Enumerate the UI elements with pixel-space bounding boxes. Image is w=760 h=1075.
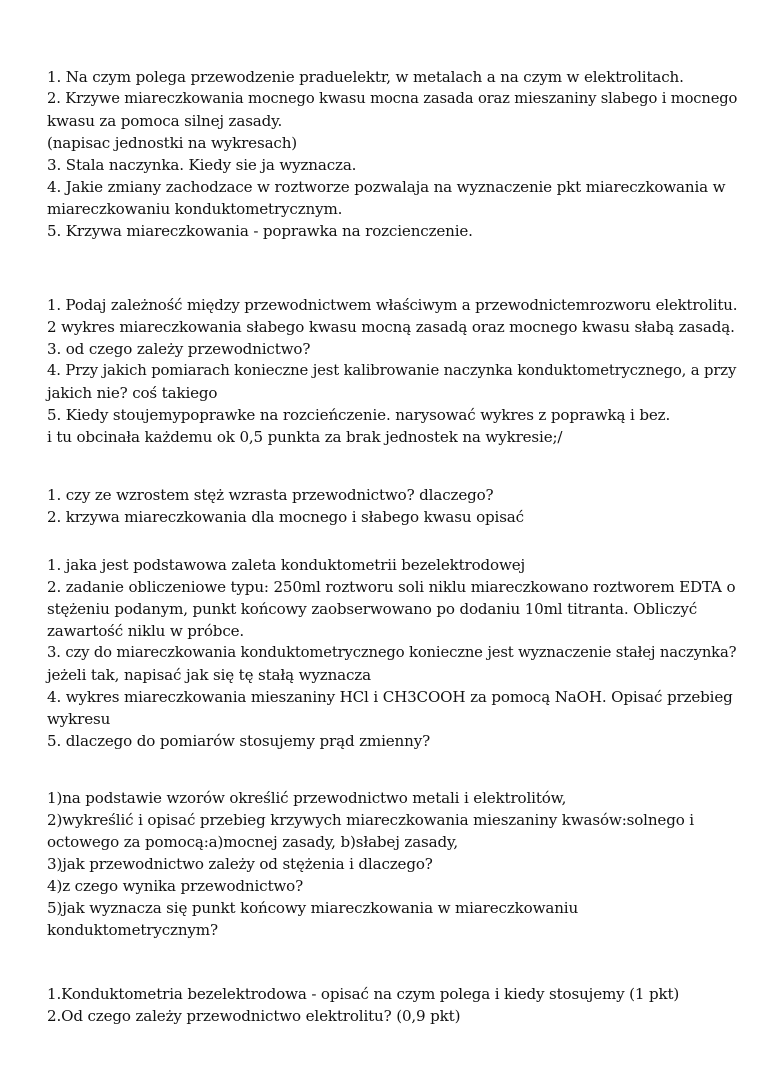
text-line: konduktometrycznym? [47, 921, 218, 939]
text-line: 5. Krzywa miareczkowania - poprawka na rozcienczenie. [47, 222, 473, 240]
text-line: zawartość niklu w próbce. [47, 622, 245, 640]
text-line: 1)na podstawie wzorów określić przewodnictwo metali i elektrolitów, [47, 789, 567, 807]
text-line: kwasu za pomoca silnej zasady. [47, 112, 283, 130]
text-line: 1. Na czym polega przewodzenie praduelektr, w metalach a na czym w elektrolitach. [47, 68, 684, 86]
text-line: 2. krzywa miareczkowania dla mocnego i słabego kwasu opisać [47, 508, 524, 526]
text-line: 4. Przy jakich pomiarach konieczne jest kalibrowanie naczynka konduktometrycznego, a przy [47, 362, 737, 379]
text-line: 3. Stala naczynka. Kiedy sie ja wyznacza. [47, 156, 357, 174]
text-line: 3. czy do miareczkowania konduktometrycznego konieczne jest wyznaczenie stałej naczynka? [47, 644, 737, 661]
question-set-4 [47, 554, 737, 752]
question-set-3 [47, 484, 727, 528]
question-set-2 [47, 294, 738, 448]
text-line: 4. Jakie zmiany zachodzace w roztworze pozwalaja na wyznaczenie pkt miareczkowania w [47, 178, 726, 196]
text-line: stężeniu podanym, punkt końcowy zaobserwowano po dodaniu 10ml titranta. Obliczyć [47, 600, 698, 618]
text-line: 2 wykres miareczkowania słabego kwasu mocną zasadą oraz mocnego kwasu słabą zasadą. [47, 318, 735, 336]
text-line: octowego za pomocą:a)mocnej zasady, b)słabej zasady, [47, 833, 459, 851]
text-line: 2)wykreślić i opisać przebieg krzywych miareczkowania mieszaniny kwasów:solnego i [47, 811, 694, 829]
text-line: miareczkowaniu konduktometrycznym. [47, 200, 343, 218]
text-line: jeżeli tak, napisać jak się tę stałą wyznacza [47, 666, 371, 684]
text-line: 2. Krzywe miareczkowania mocnego kwasu mocna zasada oraz mieszaniny slabego i mocnego [47, 90, 738, 107]
text-line: 2.Od czego zależy przewodnictwo elektrolitu? (0,9 pkt) [47, 1007, 461, 1025]
text-line: 3)jak przewodnictwo zależy od stężenia i dlaczego? [47, 855, 433, 873]
text-line: 4. wykres miareczkowania mieszaniny HCl i CH3COOH za pomocą NaOH. Opisać przebieg [47, 688, 733, 706]
text-line: i tu obcinała każdemu ok 0,5 punkta za brak jednostek na wykresie;/ [47, 428, 563, 446]
text-line: 1. Podaj zależność między przewodnictwem właściwym a przewodnictemrozworu elektrolitu. [47, 296, 738, 314]
text-line: 5)jak wyznacza się punkt końcowy miareczkowania w miareczkowaniu [47, 899, 579, 917]
text-line: 1.Konduktometria bezelektrodowa - opisać na czym polega i kiedy stosujemy (1 pkt) [47, 985, 680, 1003]
text-line: 1. jaka jest podstawowa zaleta konduktometrii bezelektrodowej [47, 556, 526, 574]
text-line: (napisac jednostki na wykresach) [47, 134, 298, 152]
text-line: 3. od czego zależy przewodnictwo? [47, 340, 311, 358]
text-line: 5. dlaczego do pomiarów stosujemy prąd zmienny? [47, 732, 431, 750]
text-line: 4)z czego wynika przewodnictwo? [47, 877, 304, 895]
text-line: 1. czy ze wzrostem stęż wzrasta przewodnictwo? dlaczego? [47, 486, 494, 504]
question-set-5 [47, 787, 727, 941]
text-line: 2. zadanie obliczeniowe typu: 250ml roztworu soli niklu miareczkowano roztworem EDTA o [47, 578, 736, 596]
text-line: jakich nie? coś takiego [47, 384, 218, 402]
question-set-6 [47, 983, 727, 1027]
text-line: wykresu [47, 710, 111, 728]
text-line: 5. Kiedy stoujemypoprawke na rozcieńczenie. narysować wykres z poprawką i bez. [47, 406, 671, 424]
question-set-1 [47, 66, 738, 242]
